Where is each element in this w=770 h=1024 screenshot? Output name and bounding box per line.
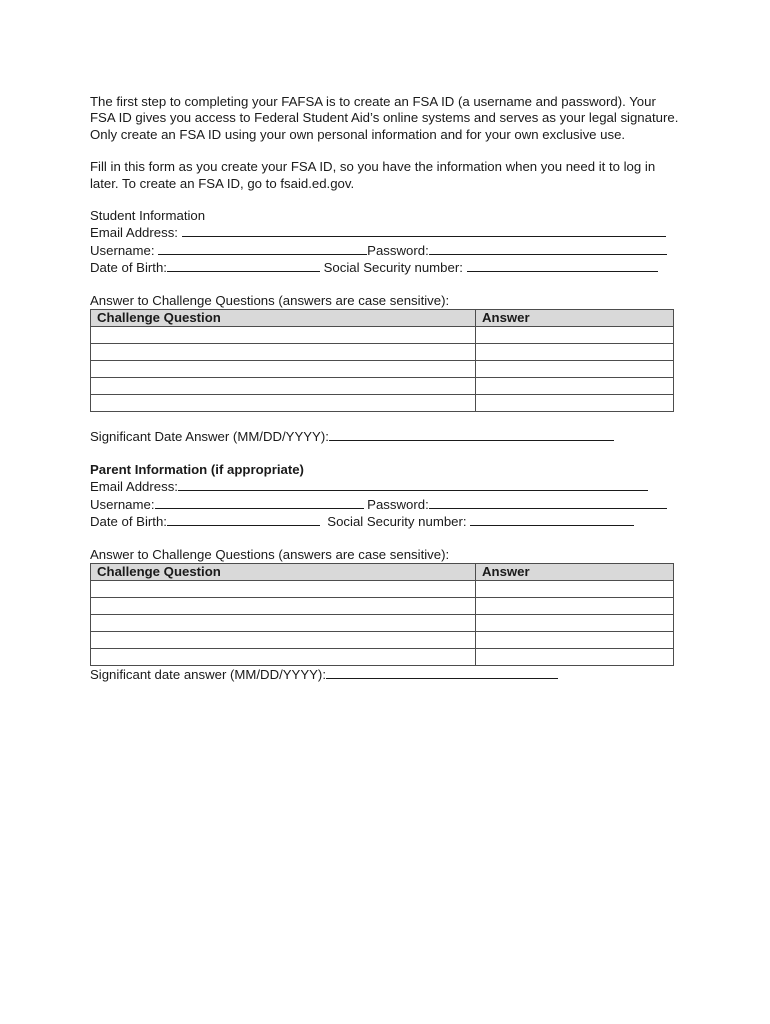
student-username-row — [90, 242, 680, 259]
student-challenge-table — [90, 309, 674, 412]
question-cell[interactable] — [91, 598, 476, 615]
question-cell[interactable] — [91, 378, 476, 395]
student-email-row — [90, 224, 680, 241]
student-significant-date-row — [90, 428, 680, 445]
answer-cell[interactable] — [476, 581, 674, 598]
table-row — [91, 327, 674, 344]
parent-challenge-table — [90, 563, 674, 666]
table-header-row — [91, 310, 674, 327]
table-header-row — [91, 563, 674, 580]
student-password-field[interactable] — [429, 242, 667, 255]
table-row — [91, 361, 674, 378]
answer-cell[interactable] — [476, 344, 674, 361]
question-cell[interactable] — [91, 615, 476, 632]
answer-cell[interactable] — [476, 598, 674, 615]
intro-paragraph-1: The first step to completing your FAFSA is to create an FSA ID (a username and password). Your FSA ID gives you access to Federal Student Aid’s online systems and serves as your legal signature. Only create an FSA ID using your own personal information and for your own exclusive use. — [90, 94, 679, 142]
table-row — [91, 632, 674, 649]
student-ssn-label: Social Security number: — [319, 260, 467, 276]
answer-cell[interactable] — [476, 395, 674, 412]
parent-ssn-label: Social Security number: — [319, 514, 471, 530]
table-row — [91, 649, 674, 666]
student-dob-field[interactable] — [167, 259, 320, 272]
parent-username-row — [90, 496, 680, 513]
question-cell[interactable] — [91, 395, 476, 412]
parent-dob-label: Date of Birth: — [90, 514, 167, 530]
table-row — [91, 598, 674, 615]
parent-dob-row — [90, 513, 680, 530]
question-cell[interactable] — [91, 344, 476, 361]
table-row — [91, 581, 674, 598]
student-email-label: Email Address: — [90, 225, 182, 241]
form-content — [90, 94, 680, 684]
student-dob-label: Date of Birth: — [90, 260, 167, 276]
answer-cell[interactable] — [476, 632, 674, 649]
parent-password-field[interactable] — [429, 496, 667, 509]
challenge-question-header: Challenge Question — [91, 563, 476, 580]
table-row — [91, 378, 674, 395]
parent-username-label: Username: — [90, 496, 155, 512]
student-heading: Student Information — [90, 208, 206, 224]
table-row — [91, 395, 674, 412]
question-cell[interactable] — [91, 632, 476, 649]
student-password-label: Password: — [367, 242, 429, 258]
parent-significant-date-row — [90, 666, 680, 683]
parent-significant-date-label: Significant date answer (MM/DD/YYYY): — [90, 667, 326, 683]
answer-cell[interactable] — [476, 649, 674, 666]
question-cell[interactable] — [91, 327, 476, 344]
parent-significant-date-field[interactable] — [326, 666, 558, 679]
parent-section — [90, 462, 680, 684]
table-row — [91, 344, 674, 361]
parent-heading: Parent Information (if appropriate) — [90, 461, 304, 477]
question-cell[interactable] — [91, 361, 476, 378]
student-significant-date-field[interactable] — [329, 428, 614, 441]
student-section — [90, 208, 680, 446]
question-cell[interactable] — [91, 649, 476, 666]
answer-header: Answer — [476, 563, 674, 580]
student-significant-date-label: Significant Date Answer (MM/DD/YYYY): — [90, 429, 329, 445]
parent-ssn-field[interactable] — [470, 513, 634, 526]
answer-cell[interactable] — [476, 327, 674, 344]
parent-challenge-caption: Answer to Challenge Questions (answers are case sensitive): — [90, 546, 450, 562]
student-dob-row — [90, 259, 680, 276]
student-username-label: Username: — [90, 242, 159, 258]
parent-password-label: Password: — [363, 496, 429, 512]
answer-cell[interactable] — [476, 378, 674, 395]
student-challenge-caption: Answer to Challenge Questions (answers are case sensitive): — [90, 292, 450, 308]
table-row — [91, 615, 674, 632]
parent-email-label: Email Address: — [90, 479, 178, 495]
parent-email-row — [90, 478, 680, 495]
answer-cell[interactable] — [476, 361, 674, 378]
parent-username-field[interactable] — [155, 496, 364, 509]
student-ssn-field[interactable] — [467, 259, 658, 272]
parent-dob-field[interactable] — [167, 513, 320, 526]
answer-cell[interactable] — [476, 615, 674, 632]
intro-paragraph-2: Fill in this form as you create your FSA ID, so you have the information when you need it to log in later. To create an FSA ID, go to fsaid.ed.gov. — [90, 159, 656, 191]
parent-email-field[interactable] — [178, 478, 648, 491]
challenge-question-header: Challenge Question — [91, 310, 476, 327]
answer-header: Answer — [476, 310, 674, 327]
student-username-field[interactable] — [158, 242, 367, 255]
student-email-field[interactable] — [182, 224, 666, 237]
question-cell[interactable] — [91, 581, 476, 598]
